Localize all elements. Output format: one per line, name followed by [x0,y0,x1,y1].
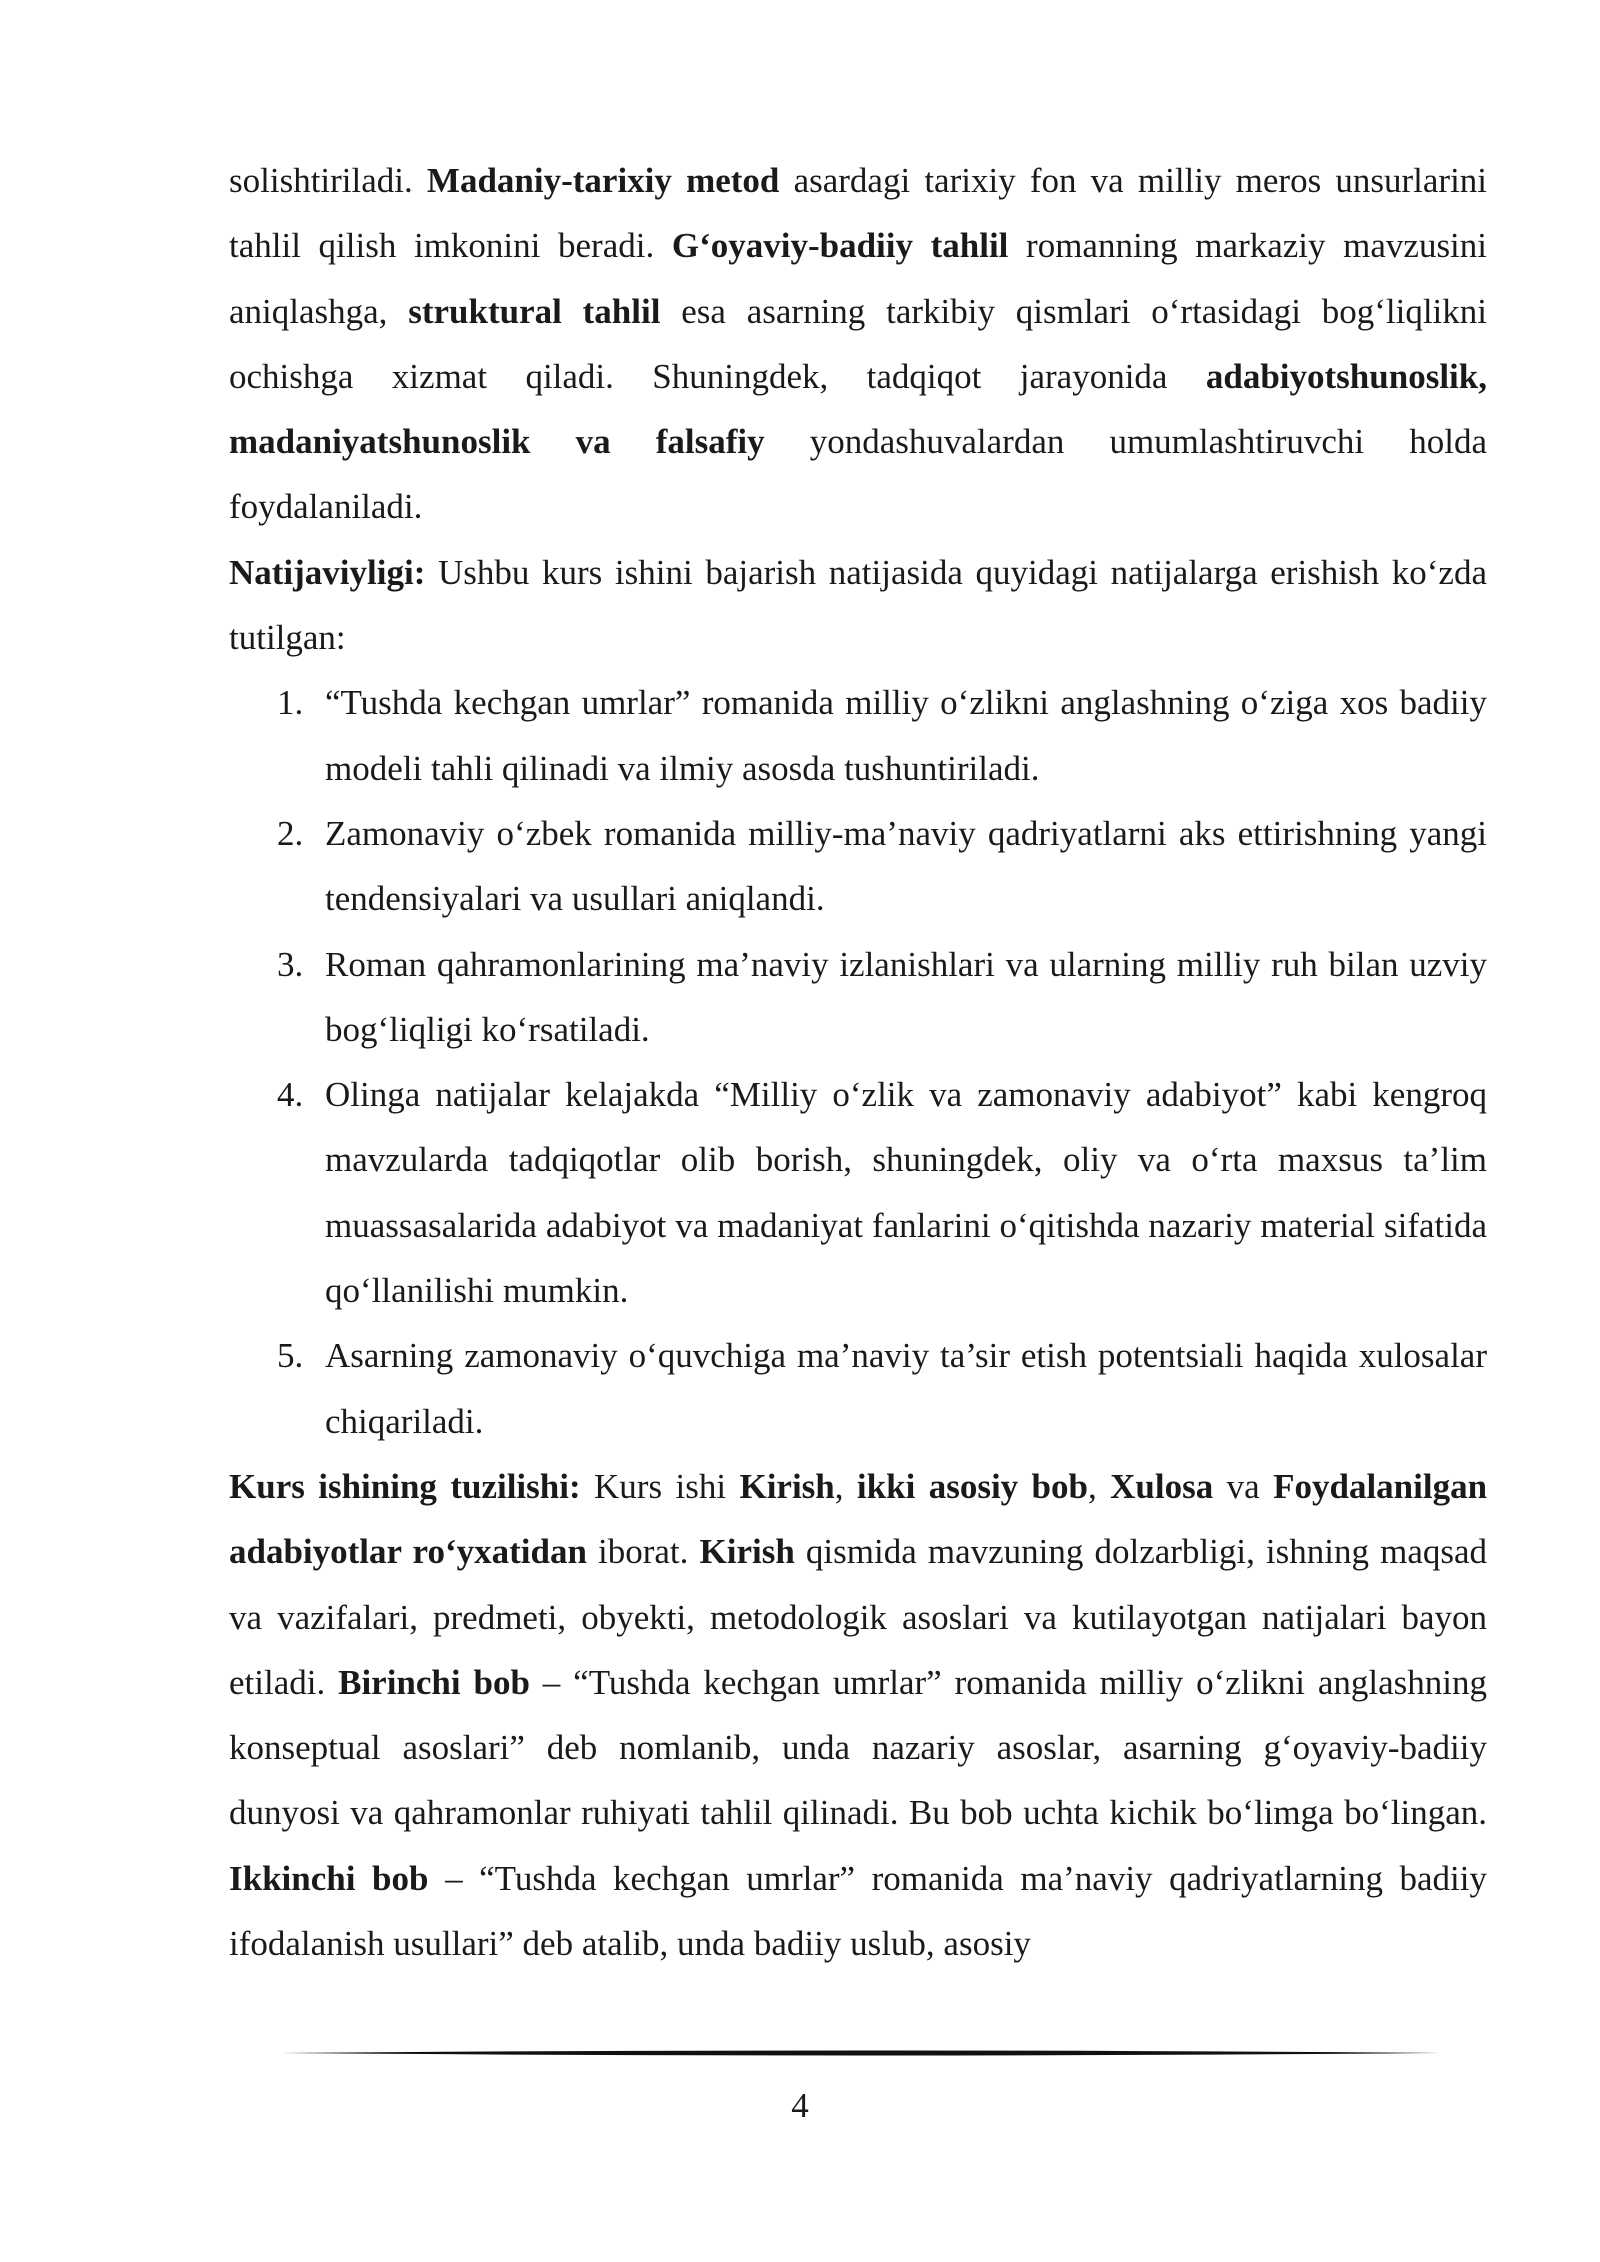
text-run: qismida mavzuning dolzarbligi, ishning maqsad va vazifalari, predmeti, obyekti, metodologik asoslari va kutilayotgan natijalari bayon etiladi. [229,1532,1488,1702]
term-conclusion: Xulosa [1110,1466,1214,1506]
results-label: Natijaviyligi: [229,552,426,592]
term-bibliography: Foydalanilgan adabiyotlar ro‘yxatidan [229,1466,1488,1572]
text-run: asardagi tarixiy fon va milliy meros unsurlarini tahlil qilish imkonini beradi. [229,161,1488,266]
list-item [229,1062,1487,1323]
list-item [229,1323,1487,1454]
page-number: 4 [791,2086,809,2125]
text-run: , [1088,1466,1097,1506]
list-item-number: 4. [277,1075,304,1115]
list-item-number: 3. [277,944,304,984]
results-intro-paragraph [229,540,1487,671]
list-item-text: Olinga natijalar kelajakda “Milliy o‘zlik va zamonaviy adabiyot” kabi kengroq mavzularda tadqiqotlar olib borish, shuningdek, oliy va o‘rta maxsus ta’lim muassasalarida adabiyot va madaniyat fanlarini o‘qitishda nazariy material sifatida qo‘llanilishi mumkin. [325,1075,1487,1311]
term-second-chapter: Ikkinchi bob [229,1858,429,1898]
text-run: romanning markaziy mavzusini aniqlashga, [229,226,1488,331]
term-ideological-artistic-analysis: G‘oyaviy-badiiy tahlil [671,226,1009,266]
list-item-number: 1. [277,683,304,723]
term-structural-analysis: struktural tahlil [408,291,661,331]
text-run: esa asarning tarkibiy qismlari o‘rtasidagi bog‘liqlikni ochishga xizmat qiladi. Shuningdek, tadqiqot jarayonida [229,291,1488,396]
text-run: – “Tushda kechgan umrlar” romanida ma’naviy qadriyatlarning badiiy ifodalanish usullari” deb atalib, unda badiiy uslub, asosiy [229,1858,1487,1964]
results-list [229,670,1487,1454]
term-approaches: adabiyotshunoslik, madaniyatshunoslik va falsafiy [229,356,1487,462]
term-introduction: Kirish [699,1532,795,1572]
text-run: , [834,1466,844,1506]
term-cultural-historical-method: Madaniy-tarixiy metod [426,161,780,200]
methodology-paragraph [229,148,1487,540]
document-body [229,148,1487,1976]
text-run: yondashuvalardan umumlashtiruvchi holda foydalaniladi. [229,422,1488,527]
list-item [229,801,1487,932]
list-item-number: 2. [277,813,304,853]
list-item-text: Asarning zamonaviy o‘quvchiga ma’naviy ta’sir etish potentsiali haqida xulosalar chiqariladi. [325,1336,1487,1441]
text-run: Kurs ishi [594,1466,727,1506]
text-run: iborat. [598,1532,689,1572]
structure-paragraph [229,1454,1487,1976]
structure-label: Kurs ishining tuzilishi: [229,1466,581,1506]
text-run: – “Tushda kechgan umrlar” romanida milliy o‘zlikni anglashning konseptual asoslari” deb nomlanib, unda nazariy asoslar, asarning g‘oyaviy-badiiy dunyosi va qahramonlar ruhiyati tahlil qilinadi. Bu bob uchta kichik bo‘limga bo‘lingan. [229,1662,1487,1833]
list-item-text: Roman qahramonlarining ma’naviy izlanishlari va ularning milliy ruh bilan uzviy bog‘liqligi ko‘rsatiladi. [325,944,1487,1049]
footer-rule [280,2049,1440,2057]
list-item-number: 5. [277,1336,304,1376]
list-item-text: “Tushda kechgan umrlar” romanida milliy o‘zlikni anglashning o‘ziga xos badiiy modeli tahli qilinadi va ilmiy asosda tushuntiriladi. [325,683,1487,788]
list-item-text: Zamonaviy o‘zbek romanida milliy-ma’naviy qadriyatlarni aks ettirishning yangi tendensiyalari va usullari aniqlandi. [325,813,1487,919]
text-run: va [1226,1466,1260,1506]
text-run: solishtiriladi. [229,161,413,200]
term-first-chapter: Birinchi bob [338,1662,530,1702]
list-item [229,932,1487,1063]
list-item [229,670,1487,801]
term-two-chapters: ikki asosiy bob [856,1466,1088,1506]
term-introduction: Kirish [739,1466,835,1506]
results-intro-text: Ushbu kurs ishini bajarish natijasida quyidagi natijalarga erishish ko‘zda tutilgan: [229,552,1487,658]
